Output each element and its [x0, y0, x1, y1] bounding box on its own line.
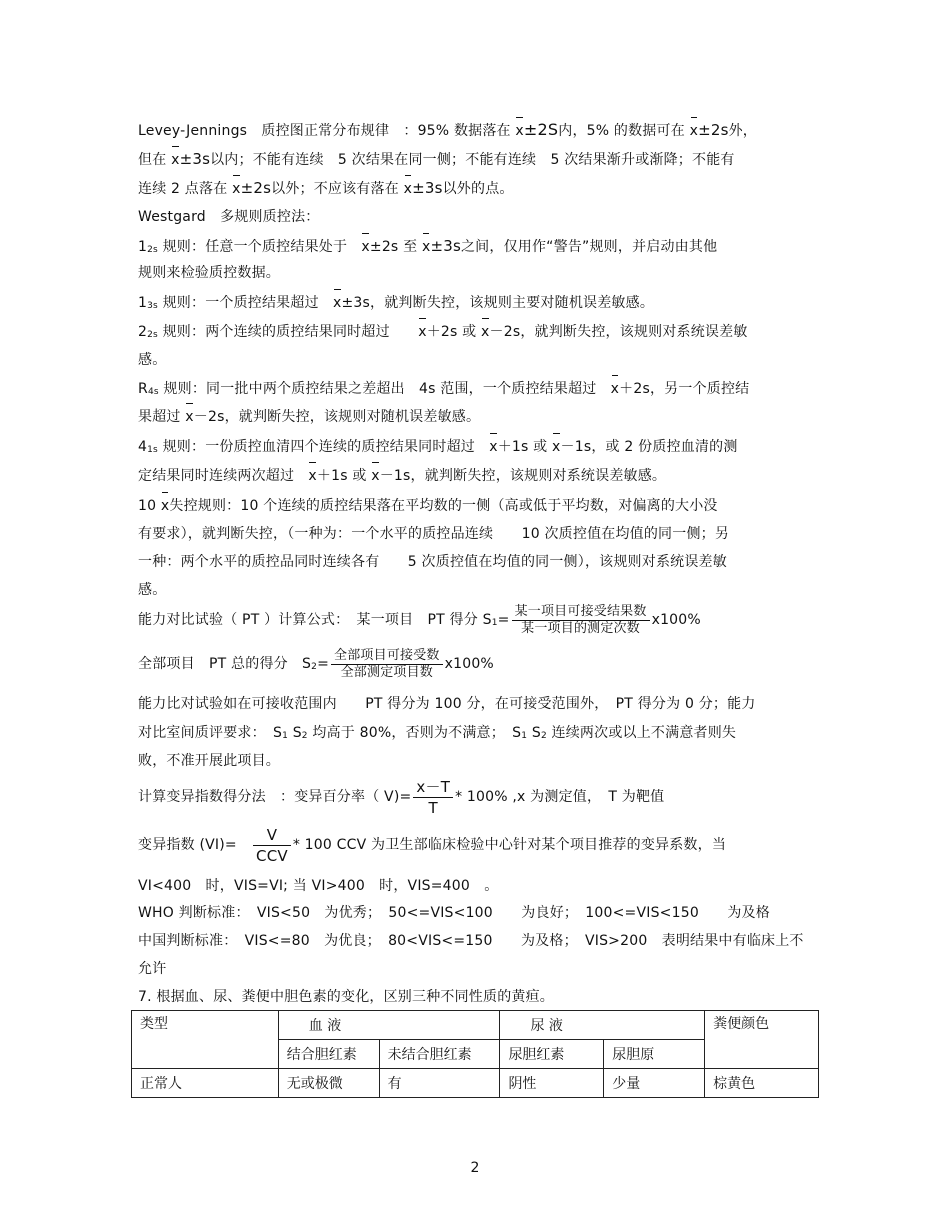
x-bar-symbol: x	[333, 295, 342, 311]
vis-text: * 100% ,x 为测定值， T 为靶值	[455, 789, 665, 805]
rule-text: ±2s 至	[369, 239, 418, 255]
rule-text: ＋2s，另一个质控结	[619, 381, 750, 397]
pt-formula-2	[138, 647, 494, 684]
s1-symbol: S	[273, 725, 283, 741]
rule-22s-line-1	[138, 322, 748, 345]
rule-text: 规则：一个质控结果超过	[157, 295, 319, 311]
pt-text: 全部项目 PT 总的得分	[138, 656, 288, 672]
s1-symbol: S	[482, 612, 492, 628]
x-bar-symbol: x	[689, 123, 699, 139]
subheader-cell: 尿胆红素	[500, 1040, 604, 1069]
lj-line-2	[138, 149, 735, 170]
rule-subscript: 2s	[147, 245, 158, 255]
vis-china-criteria: 中国判断标准： VIS<=80 为优良； 80<VIS<=150 为及格； VIS>200 表明结果中有临床上不	[138, 933, 804, 949]
rule-12s-line-2: 规则来检验质控数据。	[138, 265, 280, 281]
fraction-denominator: CCV	[256, 846, 288, 865]
rule-10x-line-1	[138, 496, 718, 516]
vi-fraction	[253, 825, 291, 866]
lj-text: ±2s	[698, 121, 729, 139]
rule-text: 规则：一份质控血清四个连续的质控结果同时超过	[157, 439, 475, 455]
table-cell: 阴性	[500, 1069, 604, 1098]
equals-sign: =	[317, 656, 330, 672]
pt-text: 均高于 80%，否则为不满意；	[307, 725, 498, 741]
pt-percent: x100%	[651, 612, 701, 628]
rule-subscript: 1s	[147, 445, 158, 455]
rule-text: ±3s	[430, 237, 461, 255]
rule-text: 规则：两个连续的质控结果同时超过	[157, 324, 390, 340]
vis-formula-2	[138, 822, 726, 868]
pt-line-5: 败，不准开展此项目。	[138, 753, 280, 769]
fraction-numerator: 全部项目可接受数	[331, 648, 443, 665]
jaundice-table	[131, 1010, 819, 1098]
rule-text: 规则：同一批中两个质控结果之差超出 4s 范围，一个质控结果超过	[158, 381, 597, 397]
lj-text: 以内；不能有连续 5 次结果在同一侧；不能有连续 5 次结果渐升或渐降；不能有	[210, 152, 735, 168]
header-stool: 粪便颜色	[705, 1011, 819, 1069]
table-cell: 棕黄色	[705, 1069, 819, 1098]
s2-symbol: S	[527, 725, 541, 741]
pt-text: 能力对比试验（ PT ）计算公式： 某一项目 PT 得分	[138, 612, 478, 628]
rule-text: ＋1s 或	[316, 468, 367, 484]
lj-text: ±3s	[412, 179, 443, 197]
lj-text: 质控图正常分布规律 ：95% 数据落在	[261, 123, 511, 139]
x-bar-symbol: x	[403, 181, 413, 197]
vis-text: * 100 CCV 为卫生部临床检验中心针对某个项目推荐的变异系数，当	[292, 837, 727, 853]
rule-subscript: 4s	[147, 387, 159, 397]
table-cell: 正常人	[132, 1069, 279, 1098]
pt-line-3: 能力比对试验如在可接收范围内 PT 得分为 100 分，在可接受范围外， PT 得分为 0 分；能力	[138, 696, 756, 712]
x-bar-symbol: x	[160, 498, 170, 514]
s2-subscript: 2	[301, 731, 308, 741]
rule-text: －2s，就判断失控，该规则对随机误差敏感。	[193, 409, 481, 425]
rule-text: 之间，仅用作“警告”规则，并启动由其他	[460, 239, 718, 255]
x-bar-symbol: x	[421, 239, 431, 255]
rule-text: 失控规则：10 个连续的质控结果落在平均数的一侧（高或低于平均数，对偏离的大小没	[169, 498, 718, 514]
rule-10x-line-3: 一种：两个水平的质控品同时连续各有 5 次质控值在均值的同一侧），该规则对系统误差敏	[138, 554, 727, 570]
table-cell: 无或极微	[278, 1069, 379, 1098]
rule-text: 果超过	[138, 409, 181, 425]
x-bar-symbol: x	[361, 239, 370, 255]
rule-10x-line-4: 感。	[138, 582, 167, 598]
lj-text: ±2s	[240, 179, 272, 197]
westgard-title: Westgard 多规则质控法：	[138, 209, 320, 225]
rule-41s-line-1	[138, 437, 738, 460]
rule-r4s-line-2	[138, 407, 480, 427]
rule-text: ＋2s 或	[426, 324, 477, 340]
rule-subscript: 2s	[147, 330, 158, 340]
pt-line-4	[138, 723, 736, 746]
rule-label: 2	[138, 324, 148, 340]
rule-text: ＋1s 或	[497, 439, 548, 455]
s1-subscript: 1	[282, 731, 289, 741]
rule-r4s-line-1	[138, 379, 749, 402]
pt-text: 对比室间质评要求：	[138, 725, 259, 741]
lj-line-1	[138, 120, 757, 141]
x-bar-symbol: x	[515, 123, 524, 139]
subheader-cell: 结合胆红素	[278, 1040, 379, 1069]
s2-symbol: S	[288, 725, 302, 741]
x-bar-symbol: x	[371, 468, 380, 484]
x-bar-symbol: x	[232, 181, 241, 197]
lj-term: Levey-Jennings	[138, 123, 248, 139]
rule-label: 1	[138, 239, 148, 255]
rule-13s-line	[138, 293, 654, 316]
pt-formula-1	[138, 603, 701, 640]
lj-line-3	[138, 178, 514, 199]
vis-text: 计算变异指数得分法 ：变异百分率（ V)=	[138, 789, 412, 805]
equals-sign: =	[497, 612, 510, 628]
x-bar-symbol: x	[489, 439, 498, 455]
fraction-denominator: T	[428, 798, 438, 817]
table-row	[132, 1069, 819, 1098]
pt-fraction-1	[512, 604, 650, 637]
rule-10x-line-2: 有要求），就判断失控，（一种为：一个水平的质控品连续 10 次质控值在均值的同一侧；另	[138, 526, 730, 542]
vis-text: 变异指数 (VI)=	[138, 837, 237, 853]
rule-text: 定结果同时连续两次超过	[138, 468, 295, 484]
rule-12s-line-1	[138, 236, 717, 260]
table-cell: 有	[379, 1069, 500, 1098]
header-urine: 尿 液	[500, 1011, 705, 1040]
rule-subscript: 3s	[147, 301, 158, 311]
rule-label: 1	[138, 295, 148, 311]
pt-percent: x100%	[444, 656, 494, 672]
table-header-row	[132, 1011, 819, 1040]
pt-fraction-2	[331, 648, 443, 681]
x-bar-symbol: x	[185, 409, 194, 425]
x-bar-symbol: x	[418, 324, 427, 340]
fraction-denominator: 某一项目的测定次数	[521, 620, 640, 636]
s1-subscript: 1	[491, 618, 498, 628]
x-bar-symbol: x	[481, 324, 490, 340]
lj-text: 内，5% 的数据可在	[558, 123, 685, 139]
header-type: 类型	[132, 1011, 279, 1069]
subheader-cell: 尿胆原	[604, 1040, 705, 1069]
lj-text: 但在	[138, 152, 167, 168]
section-title: 7. 根据血、尿、粪便中胆色素的变化，区别三种不同性质的黄疸。	[138, 989, 555, 1005]
subheader-cell: 未结合胆红素	[379, 1040, 500, 1069]
fraction-numerator: 某一项目可接受结果数	[512, 604, 650, 621]
rule-label: R	[138, 381, 148, 397]
lj-text: 以外；不应该有落在	[271, 181, 399, 197]
header-blood: 血 液	[278, 1011, 500, 1040]
s2-subscript: 2	[540, 731, 547, 741]
fraction-numerator: V	[253, 825, 291, 846]
rule-text: ±3s，就判断失控，该规则主要对随机误差敏感。	[341, 295, 655, 311]
vis-formula-1	[138, 774, 664, 820]
v-fraction	[413, 777, 453, 818]
rule-text: －1s，或 2 份质控血清的测	[560, 439, 738, 455]
x-bar-symbol: x	[610, 381, 620, 397]
s2-subscript: 2	[311, 662, 318, 672]
rule-text: －2s，就判断失控，该规则对系统误差敏	[489, 324, 748, 340]
pt-text: 连续两次或以上不满意者则失	[546, 725, 737, 741]
x-bar-symbol: x	[171, 152, 180, 168]
s1-subscript: 1	[521, 731, 528, 741]
lj-text: ±3s	[179, 150, 211, 168]
rule-label: 4	[138, 439, 148, 455]
rule-text: －1s，就判断失控，该规则对系统误差敏感。	[379, 468, 667, 484]
lj-text: 外，	[728, 123, 758, 139]
rule-22s-line-2: 感。	[138, 352, 167, 368]
fraction-numerator: x－T	[413, 777, 453, 798]
lj-text: 以外的点。	[442, 181, 514, 197]
fraction-denominator: 全部测定项目数	[340, 664, 434, 680]
lj-text: ±2S	[523, 120, 559, 139]
s2-symbol: S	[302, 656, 312, 672]
rule-text: 规则：任意一个质控结果处于	[157, 239, 348, 255]
table-cell: 少量	[604, 1069, 705, 1098]
rule-label: 10	[138, 498, 157, 514]
s1-symbol: S	[512, 725, 522, 741]
x-bar-symbol: x	[552, 439, 561, 455]
rule-41s-line-2	[138, 466, 666, 486]
vis-line-6: 允许	[138, 961, 167, 977]
x-bar-symbol: x	[308, 468, 317, 484]
lj-text: 连续 2 点落在	[138, 181, 228, 197]
vis-who-criteria: WHO 判断标准： VIS<50 为优秀； 50<=VIS<100 为良好； 100<=VIS<150 为及格	[138, 905, 770, 921]
vis-line-3: VI<400 时，VIS=VI; 当 VI>400 时，VIS=400 。	[138, 878, 499, 894]
page-number: 2	[470, 1160, 480, 1176]
